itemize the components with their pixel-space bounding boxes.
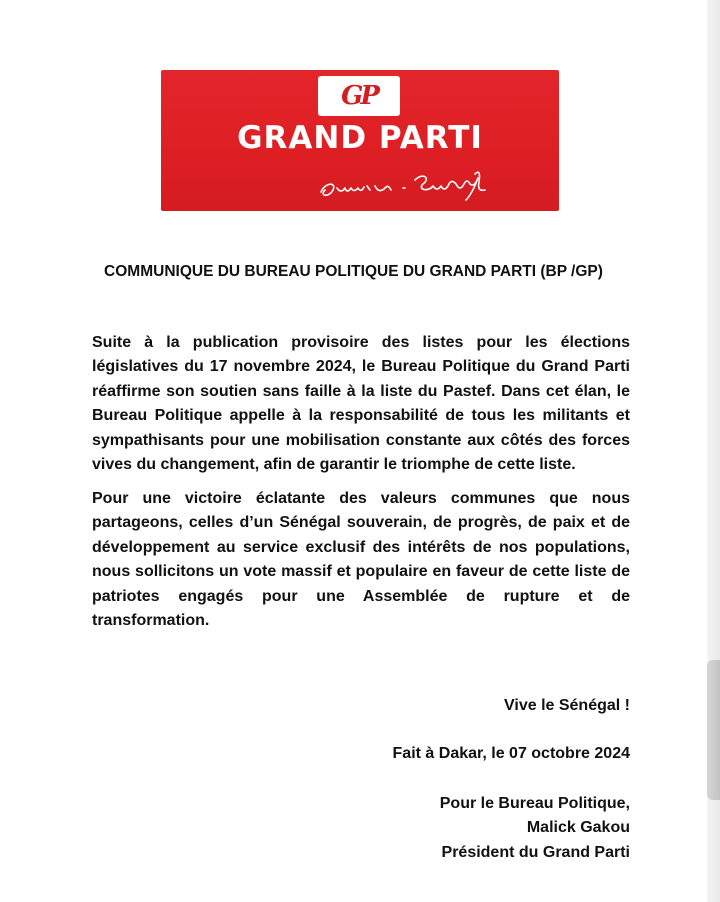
communique-title: COMMUNIQUE DU BUREAU POLITIQUE DU GRAND PARTI (BP /GP)	[104, 263, 603, 280]
party-name: GRAND PARTI	[237, 120, 483, 156]
signatory-role: Président du Grand Parti	[441, 843, 630, 861]
slogan-signature-icon	[311, 164, 511, 204]
logo-initials: GP	[341, 81, 377, 111]
party-logo-banner	[161, 70, 559, 211]
signatory-name: Malick Gakou	[526, 819, 630, 837]
closing-slogan: Vive le Sénégal !	[504, 697, 630, 714]
place-date: Fait à Dakar, le 07 octobre 2024	[392, 745, 630, 762]
signature-block	[440, 792, 630, 865]
body-paragraph-2: Pour une victoire éclatante des valeurs communes que nous partageons, celles d’un Sénégal souverain, de progrès, de paix et de développement au service exclusif des intérêts de nos populations, nous sollicitons un vote massif et populaire en faveur de cette liste de patriotes engagés pour une Assemblée de rupture et de transformation.	[92, 490, 630, 630]
gp-logo-icon	[318, 76, 400, 116]
signature-line: Pour le Bureau Politique,	[439, 795, 630, 812]
body-paragraph-1: Suite à la publication provisoire des listes pour les élections législatives du 17 novembre 2024, le Bureau Politique du Grand Parti réaffirme son soutien sans faille à la liste du Pastef. Dans cet élan, le Bureau Politique appelle à la responsabilité de tous les militants et sympathisants pour une mobilisation constante aux côtés des forces vives du changement, afin de garantir le triomphe de cette liste.	[92, 334, 630, 474]
scroll-handle[interactable]	[707, 660, 720, 800]
